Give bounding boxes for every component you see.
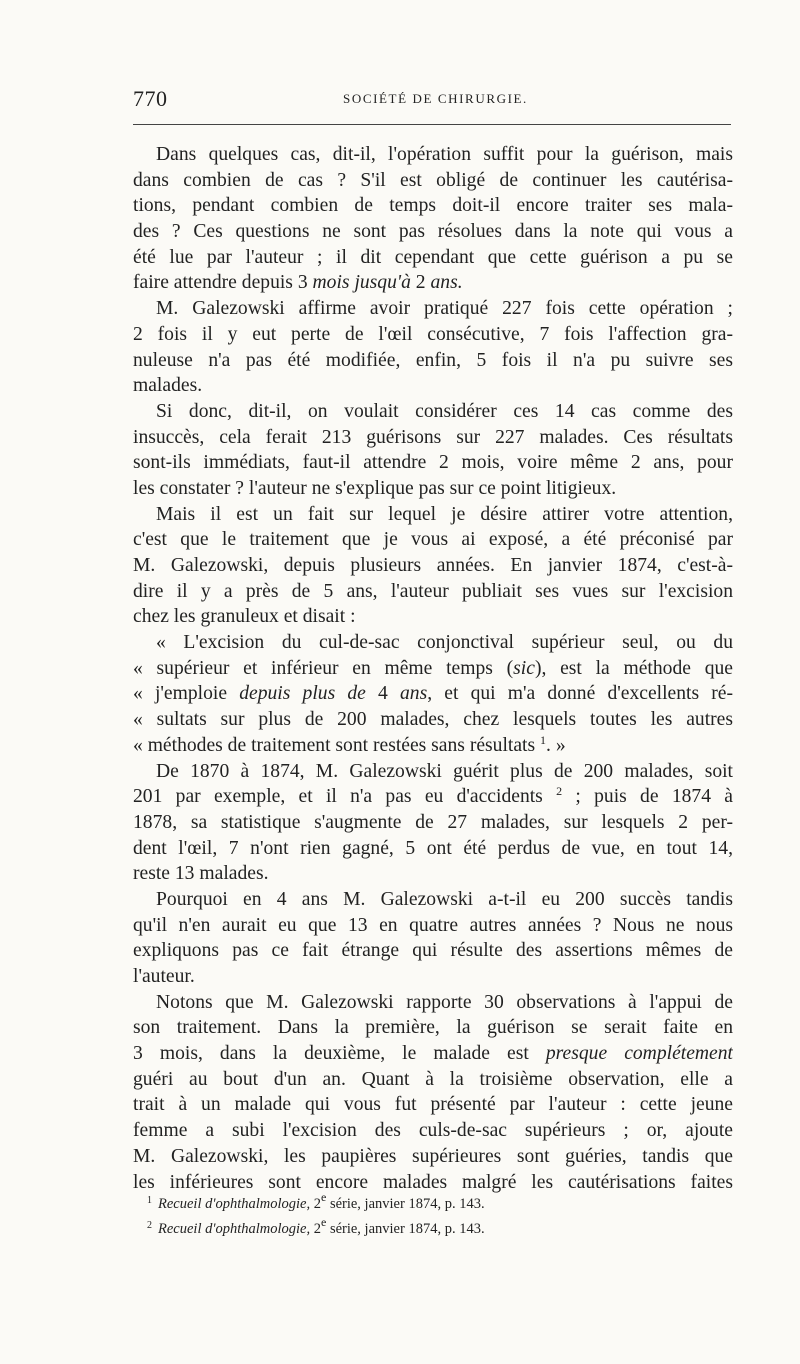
text-line: Si donc, dit-il, on voulait considérer ces 14 cas comme des (156, 400, 733, 422)
text-run: série, janvier 1874, p. 143. (326, 1221, 485, 1237)
text-line (133, 656, 733, 682)
text-run: , et qui m'a donné d'excellents ré- (427, 683, 733, 705)
running-title: SOCIÉTÉ DE CHIRURGIE. (343, 91, 528, 106)
footnote-source: Recueil d'ophthalmologie, (158, 1221, 311, 1237)
footnote (147, 1190, 707, 1215)
text-line (133, 784, 733, 810)
text-line: Notons que M. Galezowski rapporte 30 observations à l'appui de (156, 991, 733, 1013)
text-line: « L'excision du cul-de-sac conjonctival supérieur seul, ou du (156, 632, 733, 654)
text-run: . » (546, 734, 566, 756)
text-line: 2 fois il y eut perte de l'œil consécutive, 7 fois l'affection gra- (133, 323, 733, 345)
text-line: guéri au bout d'un an. Quant à la troisième observation, elle a (133, 1068, 733, 1090)
italic-run: ans. (430, 272, 463, 294)
superscript: e (320, 1190, 327, 1204)
text-run: 2 (310, 1196, 321, 1212)
footnote (147, 1215, 707, 1240)
page-header (133, 86, 733, 118)
text-line: c'est que le traitement que je vous ai exposé, a été préconisé par (133, 529, 733, 551)
italic-run: sic (513, 657, 535, 679)
text-run: « méthodes de traitement sont restées sans résultats (133, 734, 541, 756)
text-line: trait à un malade qui vous fut présenté par l'auteur : cette jeune (133, 1094, 733, 1116)
text-line: Mais il est un fait sur lequel je désire attirer votre attention, (156, 503, 733, 525)
italic-run: presque complétement (545, 1043, 733, 1065)
text-line: dire il y a près de 5 ans, l'auteur publiait ses vues sur l'excision (133, 580, 733, 602)
text-line: Pourquoi en 4 ans M. Galezowski a-t-il eu 200 succès tandis (156, 888, 733, 910)
text-line (133, 1041, 733, 1067)
text-line: chez les granuleux et disait : (133, 606, 356, 628)
text-line: qu'il n'en aurait eu que 13 en quatre autres années ? Nous ne nous (133, 914, 733, 936)
text-run: « supérieur et inférieur en même temps ( (133, 657, 514, 679)
text-line: été lue par l'auteur ; il dit cependant que cette guérison a pu se (133, 246, 733, 268)
text-line: tions, pendant combien de temps doit-il encore traiter ses mala- (133, 195, 733, 217)
text-line: sont-ils immédiats, faut-il attendre 2 mois, voire même 2 ans, pour (133, 452, 733, 474)
text-line: les constater ? l'auteur ne s'explique pas sur ce point litigieux. (133, 477, 617, 499)
text-line: « sultats sur plus de 200 malades, chez lesquels toutes les autres (133, 709, 733, 731)
footnote-mark: 2 (147, 1220, 152, 1231)
text-line (133, 681, 733, 707)
text-run: 4 (365, 683, 400, 705)
superscript: e (320, 1215, 327, 1229)
text-run: « j'emploie (133, 683, 240, 705)
text-line: malades. (133, 375, 203, 397)
text-line: nuleuse n'a pas été modifiée, enfin, 5 fois il n'a pu suivre ses (133, 349, 733, 371)
text-line: insuccès, cela ferait 213 guérisons sur 227 malades. Ces résultats (133, 426, 733, 448)
footnote-ref: 2 (556, 784, 563, 799)
text-run: 201 par exemple, et il n'a pas eu d'accidents (133, 786, 557, 808)
text-run: 3 mois, dans la deuxième, le malade est (133, 1043, 546, 1065)
italic-run: depuis plus de (239, 683, 366, 705)
page-number: 770 (133, 86, 168, 111)
text-run: 2 (410, 272, 431, 294)
text-line: les inférieures sont encore malades malgré les cautérisations faites (133, 1171, 733, 1193)
text-run: série, janvier 1874, p. 143. (326, 1196, 485, 1212)
text-line: 1878, sa statistique s'augmente de 27 malades, sur lesquels 2 per- (133, 811, 733, 833)
text-line: M. Galezowski affirme avoir pratiqué 227 fois cette opération ; (156, 298, 733, 320)
footnote-source: Recueil d'ophthalmologie, (158, 1196, 311, 1212)
text-line: M. Galezowski, depuis plusieurs années. En janvier 1874, c'est-à- (133, 555, 733, 576)
footnote-ref: 1 (540, 732, 547, 747)
text-line: De 1870 à 1874, M. Galezowski guérit plus de 200 malades, soit (156, 760, 733, 782)
header-rule (133, 124, 731, 125)
text-line (133, 270, 733, 296)
italic-run: mois jusqu'à (312, 272, 411, 294)
text-run: 2 (310, 1221, 321, 1237)
text-line: Dans quelques cas, dit-il, l'opération suffit pour la guérison, mais (156, 144, 733, 165)
text-run: ; puis de 1874 à (562, 786, 733, 808)
text-line: dans combien de cas ? S'il est obligé de continuer les cautérisa- (133, 169, 733, 191)
body-text (133, 142, 733, 1195)
footnote-mark: 1 (147, 1195, 152, 1206)
text-line: M. Galezowski, les paupières supérieures sont guéries, tandis que (133, 1145, 733, 1167)
text-run: faire attendre depuis 3 (133, 272, 313, 294)
text-line: femme a subi l'excision des culs-de-sac supérieurs ; or, ajoute (133, 1120, 733, 1142)
text-line: des ? Ces questions ne sont pas résolues dans la note qui vous a (133, 221, 733, 243)
text-run: ), est la méthode que (534, 657, 733, 679)
text-line: dent l'œil, 7 n'ont rien gagné, 5 ont été perdus de vue, en tout 14, (133, 837, 733, 859)
text-line: expliquons pas ce fait étrange qui résulte des assertions mêmes de (133, 940, 733, 962)
footnotes (147, 1190, 707, 1240)
text-line: reste 13 malades. (133, 863, 269, 885)
text-line: l'auteur. (133, 966, 195, 987)
italic-run: ans (399, 683, 428, 705)
text-line (133, 733, 733, 759)
text-line: son traitement. Dans la première, la guérison se serait faite en (133, 1017, 733, 1039)
